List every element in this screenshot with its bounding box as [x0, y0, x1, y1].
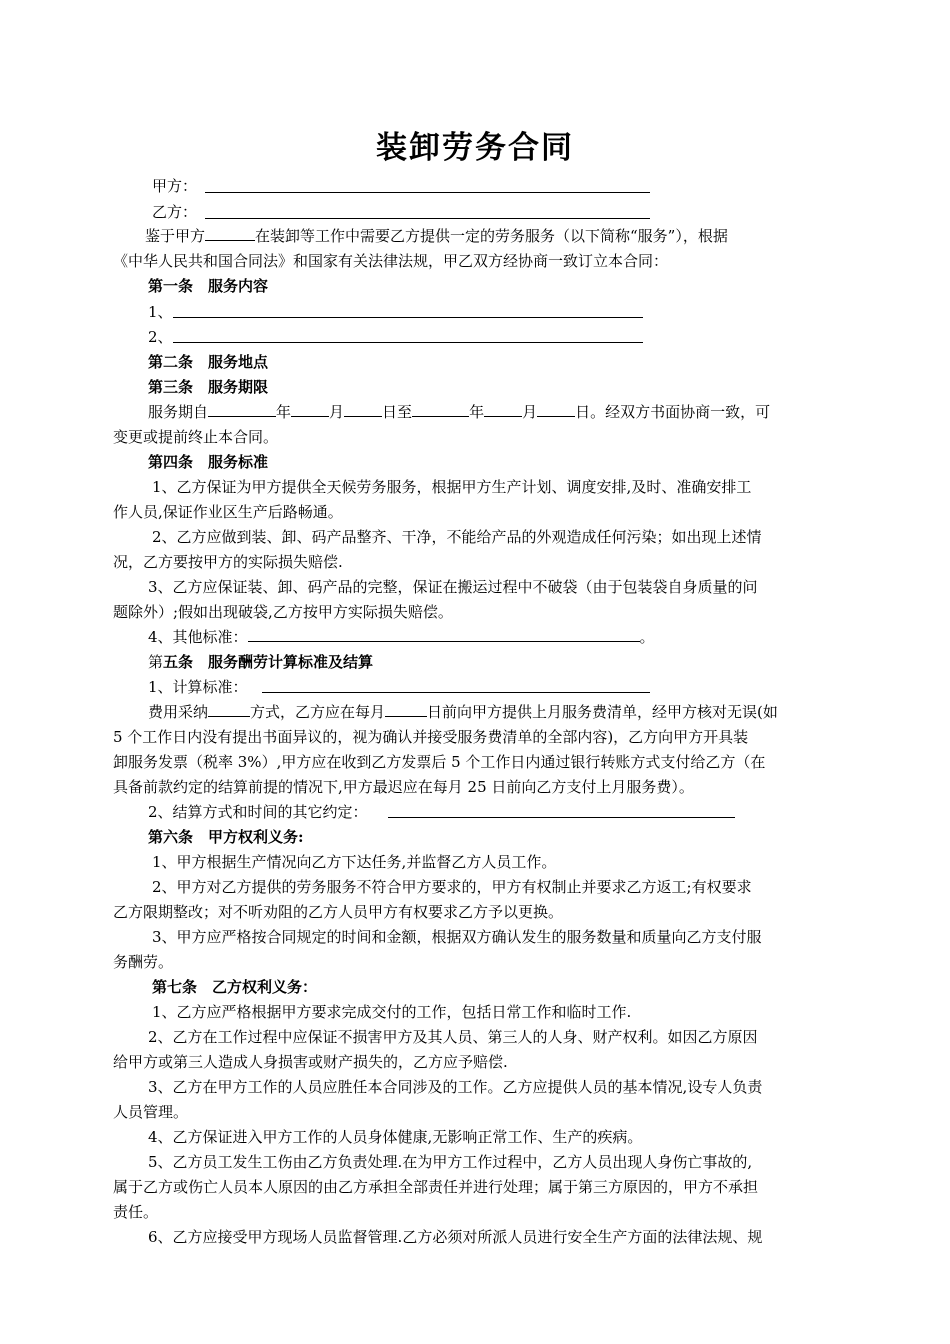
party-b-blank: [205, 218, 650, 219]
article-1-item-1-blank: [173, 317, 643, 318]
article-2-heading: 第二条 服务地点: [148, 353, 269, 371]
article-3-line-1: 服务期自 年 月 日至 年 月 日。经双方书面协商一致，可: [148, 400, 770, 424]
article-7-para-2-line-1: 2、乙方在工作过程中应保证不损害甲方及其人员、第三人的人身、财产权利。如因乙方原因: [148, 1028, 758, 1046]
article-5-calc-standard-blank: [262, 692, 650, 693]
preamble-line-2: 《中华人民共和国合同法》和国家有关法律法规，甲乙双方经协商一致订立本合同：: [113, 252, 669, 270]
article-7-para-5-line-1: 5、乙方员工发生工伤由乙方负责处理.在为甲方工作过程中，乙方人员出现人身伤亡事故的,: [148, 1153, 753, 1171]
article-5-fee-line-4: 具备前款约定的结算前提的情况下,甲方最迟应在每月 25 日前向乙方支付上月服务费）。: [113, 778, 694, 796]
article-1-item-1-number: 1、: [148, 303, 173, 321]
article-3-line-2: 变更或提前终止本合同。: [113, 428, 279, 446]
article-7-para-3-line-1: 3、乙方在甲方工作的人员应胜任本合同涉及的工作。乙方应提供人员的基本情况,设专人负责: [148, 1078, 763, 1096]
article-4-para-2-line-2: 况，乙方要按甲方的实际损失赔偿.: [113, 553, 343, 571]
article-4-para-1-line-2: 作人员,保证作业区生产后路畅通。: [113, 503, 343, 521]
article-7-para-3-line-2: 人员管理。: [113, 1103, 189, 1121]
article-6-heading: 第六条 甲方权利义务:: [148, 828, 304, 846]
article-1-heading: 第一条 服务内容: [148, 277, 269, 295]
article-7-heading: 第七条 乙方权利义务：: [152, 978, 318, 996]
article-7-para-4: 4、乙方保证进入甲方工作的人员身体健康,无影响正常工作、生产的疾病。: [148, 1128, 643, 1146]
article-4-para-4: 4、其他标准： 。: [148, 625, 655, 649]
article-7-para-5-line-3: 责任。: [113, 1203, 159, 1221]
article-4-para-3-line-1: 3、乙方应保证装、卸、码产品的完整，保证在搬运过程中不破袋（由于包装袋自身质量的问: [148, 578, 758, 596]
article-4-para-3-line-2: 题除外）;假如出现破袋,乙方按甲方实际损失赔偿。: [113, 603, 453, 621]
article-6-para-3-line-1: 3、甲方应严格按合同规定的时间和金额，根据双方确认发生的服务数量和质量向乙方支付服: [152, 928, 762, 946]
article-4-para-1-line-1: 1、乙方保证为甲方提供全天候劳务服务，根据甲方生产计划、调度安排,及时、准确安排工: [152, 478, 752, 496]
party-a-label: 甲方：: [152, 177, 198, 195]
article-3-heading: 第三条 服务期限: [148, 378, 269, 396]
article-5-settlement-blank: [388, 817, 735, 818]
article-6-para-2-line-2: 乙方限期整改；对不听劝阻的乙方人员甲方有权要求乙方予以更换。: [113, 903, 564, 921]
article-5-settlement: 2、结算方式和时间的其它约定：: [148, 803, 368, 821]
article-4-para-2-line-1: 2、乙方应做到装、卸、码产品整齐、干净，不能给产品的外观造成任何污染；如出现上述情: [152, 528, 762, 546]
article-5-fee-line-3: 卸服务发票（税率 3%）,甲方应在收到乙方发票后 5 个工作日内通过银行转账方式支付给乙方（在: [113, 753, 766, 771]
article-6-para-1: 1、甲方根据生产情况向乙方下达任务,并监督乙方人员工作。: [152, 853, 557, 871]
article-7-para-6-line-1: 6、乙方应接受甲方现场人员监督管理.乙方必须对所派人员进行安全生产方面的法律法规、规: [148, 1228, 763, 1246]
article-5-fee-line-2: 5 个工作日内没有提出书面异议的，视为确认并接受服务费清单的全部内容)，乙方向甲方开具装: [113, 728, 749, 746]
article-1-item-2-blank: [173, 342, 643, 343]
article-7-para-2-line-2: 给甲方或第三人造成人身损害或财产损失的，乙方应予赔偿.: [113, 1053, 508, 1071]
article-7-para-1: 1、乙方应严格根据甲方要求完成交付的工作，包括日常工作和临时工作.: [152, 1003, 632, 1021]
article-5-fee-line-1: 费用采纳 方式，乙方应在每月 日前向甲方提供上月服务费清单，经甲方核对无误(如: [148, 700, 778, 724]
article-4-heading: 第四条 服务标准: [148, 453, 269, 471]
party-b-label: 乙方：: [152, 203, 198, 221]
preamble-blank: [205, 224, 255, 241]
article-6-para-2-line-1: 2、甲方对乙方提供的劳务服务不符合甲方要求的，甲方有权制止并要求乙方返工;有权要求: [152, 878, 752, 896]
article-5-heading: 第五条 服务酬劳计算标准及结算: [148, 653, 374, 671]
party-a-blank: [205, 192, 650, 193]
article-5-calc-standard: 1、计算标准：: [148, 678, 248, 696]
article-7-para-5-line-2: 属于乙方或伤亡人员本人原因的由乙方承担全部责任并进行处理；属于第三方原因的，甲方不承担: [113, 1178, 759, 1196]
article-6-para-3-line-2: 务酬劳。: [113, 953, 174, 971]
article-1-item-2-number: 2、: [148, 328, 173, 346]
document-title: 装卸劳务合同: [376, 130, 574, 166]
preamble-line-1: 鉴于甲方 在装卸等工作中需要乙方提供一定的劳务服务（以下简称“服务”），根据: [145, 224, 728, 248]
